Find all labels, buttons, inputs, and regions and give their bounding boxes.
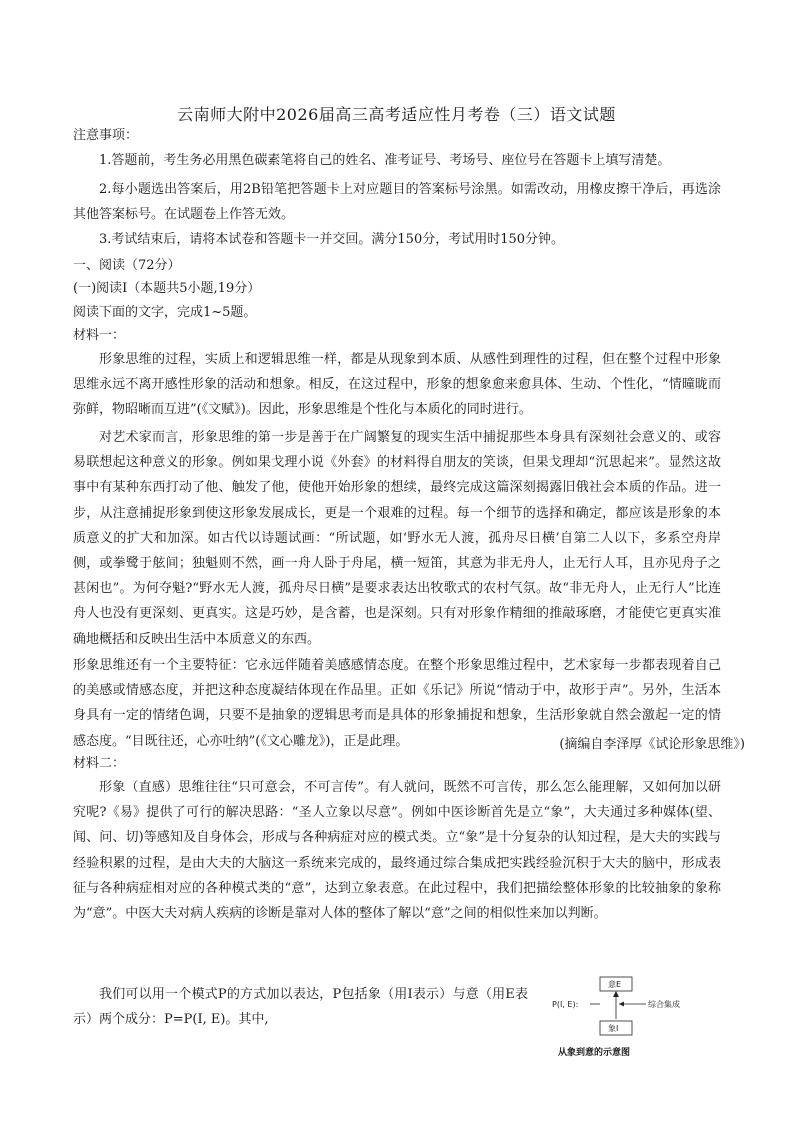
notice-item-3: 3.考试结束后，请将本试卷和答题卡一并交回。满分150分，考试用时150分钟。 — [99, 232, 565, 247]
material2-label: 材料二： — [73, 756, 126, 771]
page-title: 云南师大附中2026届高三高考适应性月考卷（三）语文试题 — [177, 105, 616, 124]
material2-paragraph-2: 我们可以用一个模式P的方式加以表达，P包括象（用Ⅰ表示）与意（用E表示）两个成分：P=P(I, E)。其中, — [73, 987, 528, 1028]
section-instruction: 阅读下面的文字，完成1~5题。 — [73, 305, 257, 320]
material2-paragraph-1: 形象（直感）思维往往“只可意会，不可言传”。有人就问，既然不可言传，那么怎么能理解，又如何加以研究呢?《易》提供了可行的解决思路：“圣人立象以尽意”。例如中医诊断首先是立“象”，大夫通过多种媒体(望、闻、问、切)等感知及自身体会，形成与各种病症对应的模式类。立“象”是十分复杂的认知过程，是大夫的实践与经验积累的过程，是由大夫的大脑这一系统来完成的，最终通过综合集成把实践经验沉积于大夫的脑中，形成表征与各种病症相对应的各种模式类的“意”，达到立象表意。在此过程中，我们把描绘整体形象的比较抽象的象称为“意”。中医大夫对病人疾病的诊断是靠对人体的整体了解以“意”之间的相似性来加以判断。 — [73, 780, 721, 922]
figure-caption: 从象到意的示意图 — [558, 1048, 631, 1058]
figure-p-label: P(I, E): — [552, 1000, 579, 1009]
notice-heading: 注意事项： — [73, 128, 139, 143]
material1-paragraph-1: 形象思维的过程，实质上和逻辑思维一样，都是从现象到本质、从感性到理性的过程，但在整个过程中形象思维永远不离开感性形象的活动和想象。相反，在这过程中，形象的想象愈来愈具体、生动、个性化，“情曈昽而弥鲜，物昭晰而互进”(《文赋》)。因此，形象思维是个性化与本质化的同时进行。 — [73, 352, 721, 418]
notice-item-1: 1.答题前，考生务必用黑色碳素笔将自己的姓名、准考证号、考场号、座位号在答题卡上填写清楚。 — [99, 153, 671, 168]
figure-xiang-to-yi — [550, 973, 700, 1061]
section-sub-heading: (一)阅读Ⅰ（本题共5小题,19分） — [73, 281, 261, 296]
section-heading: 一、阅读（72分） — [73, 258, 181, 273]
material1-source: (摘编自李泽厚《试论形象思维》) — [559, 737, 745, 752]
figure-box-xiang-label: 象I — [608, 1024, 619, 1033]
figure-box-yi-label: 意E — [608, 980, 622, 989]
figure-diagram — [550, 973, 700, 1045]
material1-paragraph-3: 形象思维还有一个主要特征：它永远伴随着美感感情态度。在整个形象思维过程中，艺术家每一步都表现着自己的美感或情感态度，并把这种态度凝结体现在作品里。正如《乐记》所说“情动于中，故形于声”。另外，生活本身具有一定的情绪色调，只要不是抽象的逻辑思考而是具体的形象捕捉和想象，生活形象就自然会激起一定的情感态度。“目既往还，心亦吐纳”(《文心雕龙》)，正是此理。 — [73, 658, 721, 749]
figure-arrow-label: 综合集成 — [648, 1000, 680, 1009]
notice-item-2: 2.每小题选出答案后，用2B铅笔把答题卡上对应题目的答案标号涂黑。如需改动，用橡皮擦干净后，再选涂其他答案标号。在试题卷上作答无效。 — [73, 182, 721, 223]
material1-paragraph-2: 对艺术家而言，形象思维的第一步是善于在广阔繁复的现实生活中捕捉那些本身具有深刻社会意义的、或容易联想起这种意义的形象。例如果戈理小说《外套》的材料得自朋友的笑谈，但果戈理却“沉思起来”。显然这故事中有某种东西打动了他、触发了他，使他开始形象的想续，最终完成这篇深刻揭露旧俄社会本质的作品。进一步，从注意捕捉形象到使这形象发展成长，更是一个艰难的过程。每一个细节的选择和确定，都应该是形象的本质意义的扩大和加深。如古代以诗题试画：“所试题，如‘野水无人渡，孤舟尽日横’自第二人以下，多系空舟岸侧，或拳鹭于舷间；独魁则不然，画一舟人卧于舟尾，横一短笛，其意为非无舟人，止无行人耳，且亦见舟子之甚闲也”。为何夺魁?“野水无人渡，孤舟尽日横”是要求表达出牧歌式的农村气氛。故“非无舟人，止无行人”比连舟人也没有更深刻、更真实。这是巧妙，是含蓄，也是深刻。只有对形象作精细的推敲琢磨，才能使它更真实准确地概括和反映出生活中本质意义的东西。 — [73, 430, 721, 647]
material1-label: 材料一： — [73, 328, 126, 343]
